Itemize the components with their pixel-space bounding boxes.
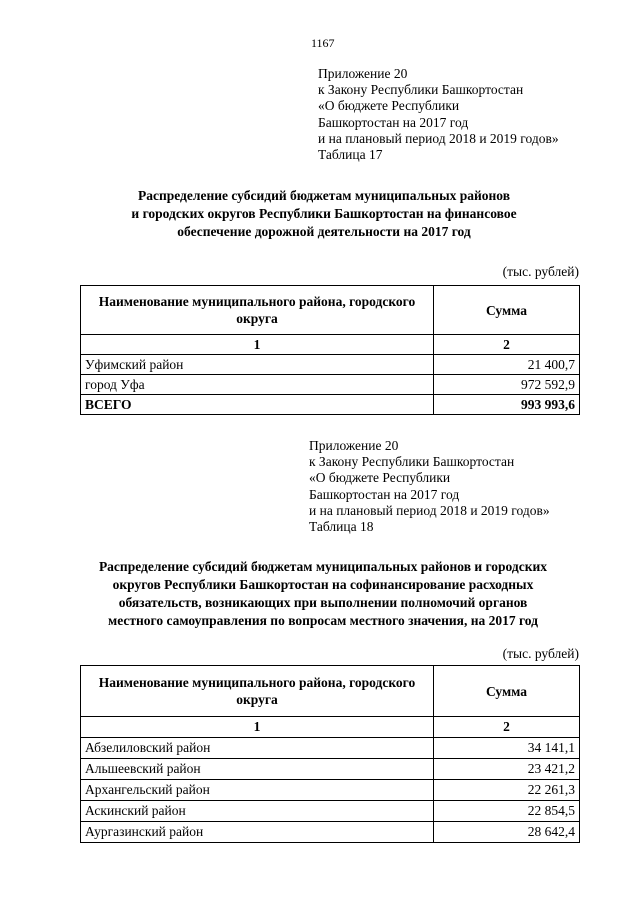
total-amount: 993 993,6 — [434, 395, 580, 415]
amount: 22 854,5 — [434, 801, 580, 822]
appendix-line: «О бюджете Республики — [318, 98, 460, 114]
appendix-line: Приложение 20 — [309, 438, 399, 453]
district-name: Альшеевский район — [81, 759, 434, 780]
district-name: город Уфа — [81, 375, 434, 395]
table-row — [81, 759, 580, 780]
table-row — [81, 375, 580, 395]
table-label: Таблица 17 — [318, 147, 383, 163]
district-name: Аургазинский район — [81, 822, 434, 843]
table-label: Таблица 18 — [309, 519, 374, 535]
total-row — [81, 395, 580, 415]
title-line: обязательств, возникающих при выполнении полномочий органов — [118, 595, 528, 610]
district-name: Аскинский район — [81, 801, 434, 822]
column-index: 1 — [81, 335, 434, 355]
title-line: и городских округов Республики Башкортостан на финансовое — [131, 206, 517, 221]
appendix-line: Башкортостан на 2017 год — [309, 486, 460, 502]
appendix-header-table-18 — [309, 438, 550, 535]
title-line: Распределение субсидий бюджетам муниципальных районов и городских — [98, 559, 548, 574]
column-index-row — [81, 335, 580, 355]
header-sum: Сумма — [434, 286, 580, 335]
column-index: 1 — [81, 717, 434, 738]
units-label: (тыс. рублей) — [502, 646, 579, 661]
title-line: Распределение субсидий бюджетам муниципальных районов — [137, 188, 511, 203]
table-row — [81, 780, 580, 801]
appendix-line: «О бюджете Республики — [309, 470, 451, 486]
appendix-line: и на плановый период 2018 и 2019 годов» — [309, 502, 550, 518]
table-17-title — [92, 187, 556, 241]
appendix-line: Башкортостан на 2017 год — [318, 114, 469, 130]
amount: 21 400,7 — [434, 355, 580, 375]
amount: 34 141,1 — [434, 738, 580, 759]
appendix-line: Приложение 20 — [318, 66, 408, 81]
total-label: ВСЕГО — [81, 395, 434, 415]
amount: 28 642,4 — [434, 822, 580, 843]
title-line: местного самоуправления по вопросам местного значения, на 2017 год — [108, 613, 538, 628]
title-line: обеспечение дорожной деятельности на 2017 год — [177, 224, 471, 239]
district-name: Абзелиловский район — [81, 738, 434, 759]
amount: 972 592,9 — [434, 375, 580, 395]
table-header-row — [81, 286, 580, 335]
amount: 22 261,3 — [434, 780, 580, 801]
title-line: округов Республики Башкортостан на софинансирование расходных — [112, 577, 534, 592]
column-index: 2 — [434, 717, 580, 738]
amount: 23 421,2 — [434, 759, 580, 780]
table-row — [81, 355, 580, 375]
units-label: (тыс. рублей) — [502, 264, 579, 279]
appendix-header-table-17 — [318, 66, 559, 163]
table-18-title — [76, 558, 570, 630]
column-index: 2 — [434, 335, 580, 355]
header-sum: Сумма — [434, 666, 580, 717]
district-name: Архангельский район — [81, 780, 434, 801]
header-name: Наименование муниципального района, городского округа — [81, 286, 434, 335]
subsidy-table-18 — [80, 665, 580, 843]
district-name: Уфимский район — [81, 355, 434, 375]
table-row — [81, 738, 580, 759]
subsidy-table-17 — [80, 285, 580, 415]
appendix-line: к Закону Республики Башкортостан — [309, 454, 515, 470]
table-row — [81, 822, 580, 843]
table-header-row — [81, 666, 580, 717]
page-number: 1167 — [311, 36, 335, 50]
appendix-line: и на плановый период 2018 и 2019 годов» — [318, 130, 559, 146]
table-row — [81, 801, 580, 822]
appendix-line: к Закону Республики Башкортостан — [318, 82, 524, 98]
column-index-row — [81, 717, 580, 738]
header-name: Наименование муниципального района, городского округа — [81, 666, 434, 717]
